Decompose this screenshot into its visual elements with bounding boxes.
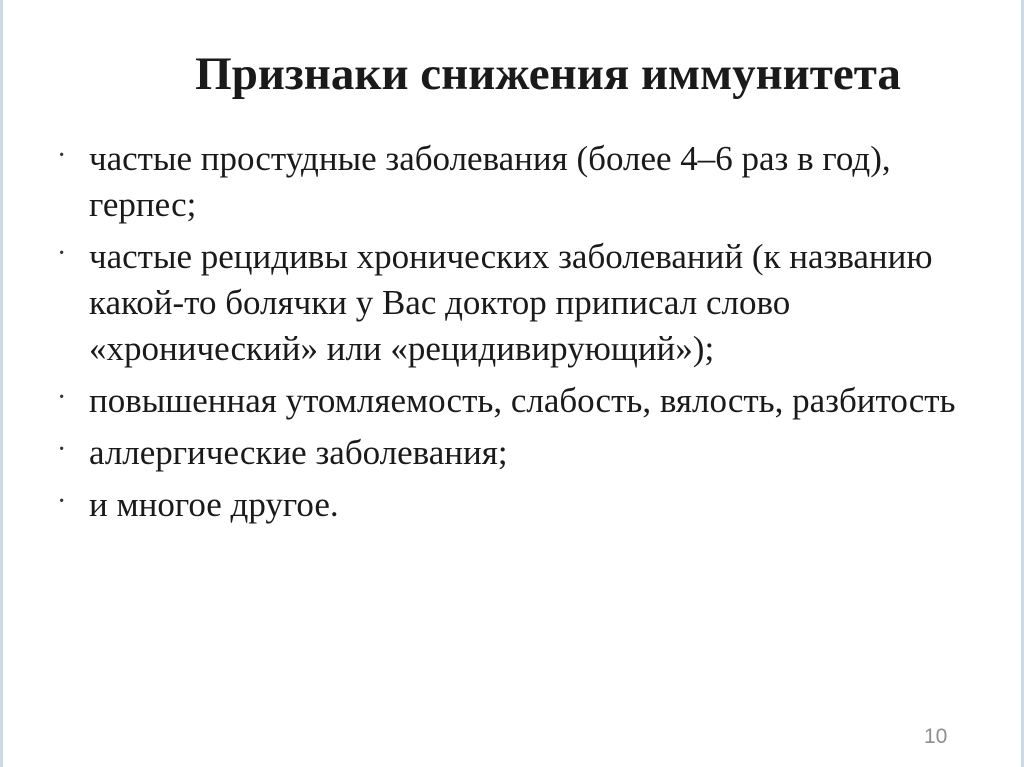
list-item-text: и многое другое. (89, 485, 339, 524)
bullet-icon: · (57, 382, 67, 413)
bullet-icon: · (57, 140, 67, 171)
bullet-icon: · (57, 434, 67, 465)
slide-title: Признаки снижения иммунитета (195, 48, 901, 100)
list-item-text: аллергические заболевания; (89, 433, 508, 472)
list-item (55, 378, 985, 424)
page-number: 10 (924, 725, 948, 748)
list-item (55, 234, 985, 372)
bullet-icon: · (57, 486, 67, 517)
list-item (55, 482, 985, 528)
list-item-text: частые простудные заболевания (более 4–6 раз в год), герпес; (89, 139, 891, 224)
list-item-text: повышенная утомляемость, слабость, вялость, разбитость (89, 381, 956, 420)
list-item (55, 430, 985, 476)
bullet-icon: · (57, 238, 67, 269)
list-item (55, 136, 985, 228)
bullet-list (55, 136, 985, 534)
list-item-text: частые рецидивы хронических заболеваний (к названию какой-то болячки у Вас доктор приписал слово «хронический» или «рецидивирующий»); (89, 237, 933, 368)
